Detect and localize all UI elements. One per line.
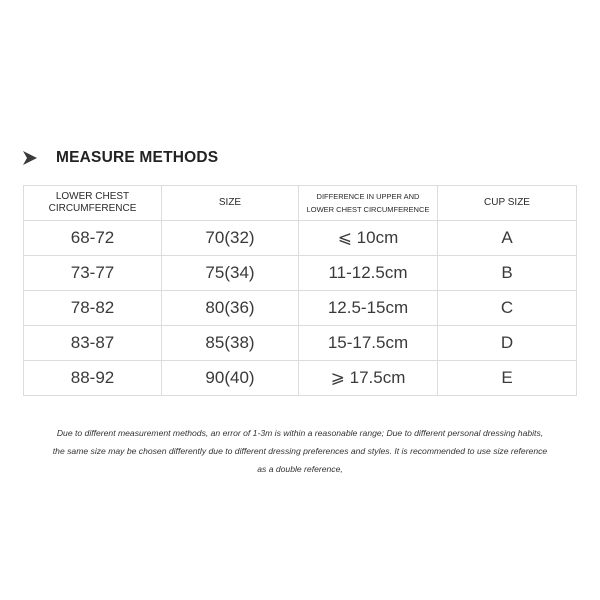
- note-line-3: as a double reference,: [257, 464, 343, 474]
- table-row: [24, 326, 577, 361]
- cell-lower-chest: 78-82: [24, 291, 162, 326]
- note-line-2: the same size may be chosen differently due to different dressing preferences and styles. It is recommended to use size reference: [52, 446, 548, 456]
- cell-difference: 11-12.5cm: [299, 256, 438, 291]
- header-cup-size: [438, 186, 577, 221]
- table-row: [24, 221, 577, 256]
- section-title: MEASURE METHODS: [56, 149, 219, 166]
- table-row: [24, 256, 577, 291]
- section-heading: [22, 146, 218, 170]
- cell-lower-chest: 73-77: [24, 256, 162, 291]
- header-cup-size-label: CUP SIZE: [484, 197, 530, 208]
- table-header-row: [24, 186, 577, 221]
- header-lower-chest-line2: CIRCUMFERENCE: [48, 203, 137, 214]
- cell-size: 80(36): [162, 291, 299, 326]
- cell-lower-chest: 88-92: [24, 361, 162, 396]
- cell-difference: 15-17.5cm: [299, 326, 438, 361]
- cell-size: 75(34): [162, 256, 299, 291]
- table-row: [24, 291, 577, 326]
- header-difference-line2: LOWER CHEST CIRCUMFERENCE: [306, 205, 430, 214]
- cell-difference: ⩾ 17.5cm: [299, 361, 438, 396]
- cell-cup-size: D: [438, 326, 577, 361]
- header-difference-line1: DIFFERENCE IN UPPER AND: [316, 192, 420, 201]
- header-size: [162, 186, 299, 221]
- cell-cup-size: B: [438, 256, 577, 291]
- cell-cup-size: E: [438, 361, 577, 396]
- cell-size: 70(32): [162, 221, 299, 256]
- cell-difference: ⩽ 10cm: [299, 221, 438, 256]
- measurement-note: [18, 424, 582, 478]
- play-arrow-icon: [22, 150, 38, 166]
- header-lower-chest: [24, 186, 162, 221]
- header-difference: [299, 186, 438, 221]
- cell-size: 85(38): [162, 326, 299, 361]
- cell-size: 90(40): [162, 361, 299, 396]
- cell-cup-size: A: [438, 221, 577, 256]
- table-row: [24, 361, 577, 396]
- size-chart-table: [23, 185, 577, 396]
- header-size-label: SIZE: [218, 197, 242, 208]
- cell-difference: 12.5-15cm: [299, 291, 438, 326]
- cell-lower-chest: 83-87: [24, 326, 162, 361]
- cell-cup-size: C: [438, 291, 577, 326]
- note-line-1: Due to different measurement methods, an error of 1-3m is within a reasonable range; Due to different personal dressing habits,: [56, 428, 544, 438]
- header-lower-chest-line1: LOWER CHEST: [55, 191, 130, 202]
- cell-lower-chest: 68-72: [24, 221, 162, 256]
